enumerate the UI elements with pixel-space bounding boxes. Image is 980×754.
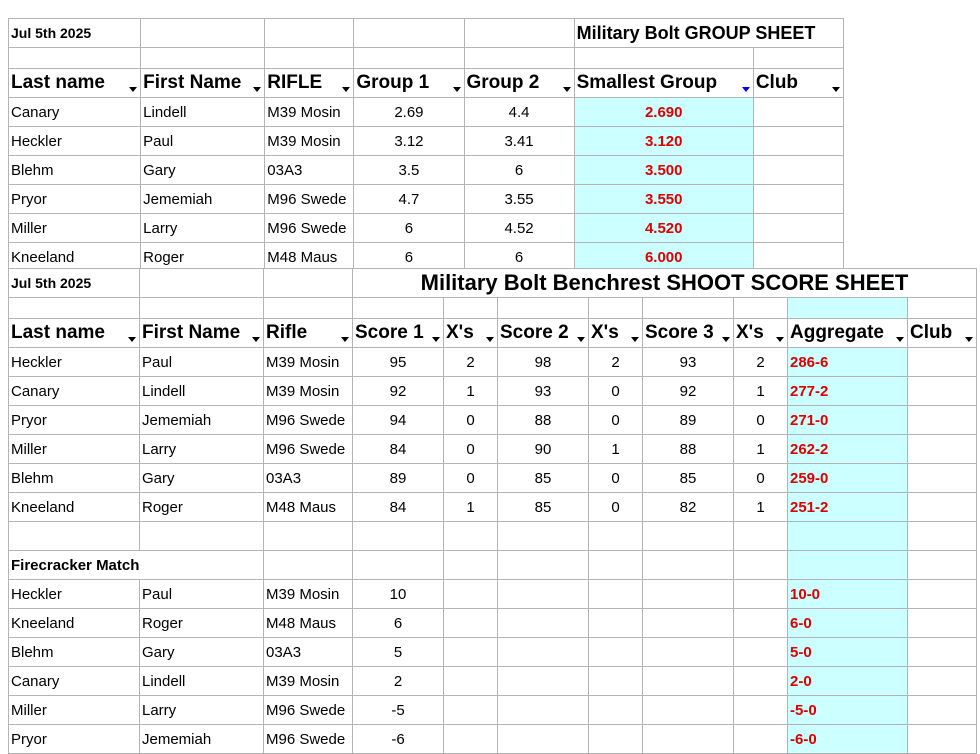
filter-dropdown-icon[interactable] <box>252 337 260 342</box>
filter-dropdown-icon[interactable] <box>631 337 639 342</box>
filter-dropdown-icon[interactable] <box>453 87 461 92</box>
header-xs-2[interactable]: X's <box>589 319 643 348</box>
filter-dropdown-icon[interactable] <box>342 87 350 92</box>
filter-dropdown-icon[interactable] <box>341 337 349 342</box>
header-club[interactable]: Club <box>753 69 843 98</box>
header-group-1[interactable]: Group 1 <box>354 69 464 98</box>
table-row: Pryor Jememiah M96 Swede 94 0 88 0 89 0 271-0 <box>9 406 977 435</box>
header-rifle[interactable]: Rifle <box>264 319 353 348</box>
header-smallest-group[interactable]: Smallest Group <box>574 69 753 98</box>
filter-dropdown-icon[interactable] <box>129 87 137 92</box>
header-score-1[interactable]: Score 1 <box>353 319 444 348</box>
table-row: Canary Lindell M39 Mosin 2.69 4.4 2.690 <box>9 98 844 127</box>
table-row: Miller Larry M96 Swede -5 -5-0 <box>9 696 977 725</box>
table-row: Miller Larry M96 Swede 84 0 90 1 88 1 262-2 <box>9 435 977 464</box>
group-sheet-title: Military Bolt GROUP SHEET <box>574 19 843 48</box>
header-first-name[interactable]: First Name <box>140 319 264 348</box>
empty-row <box>9 522 977 551</box>
header-last-name[interactable]: Last name <box>9 319 140 348</box>
table-row: Miller Larry M96 Swede 6 4.52 4.520 <box>9 214 844 243</box>
table-row: Pryor Jememiah M96 Swede -6 -6-0 <box>9 725 977 754</box>
filter-dropdown-icon[interactable] <box>128 337 136 342</box>
filter-dropdown-icon[interactable] <box>563 87 571 92</box>
header-club[interactable]: Club <box>908 319 977 348</box>
filter-dropdown-icon[interactable] <box>965 337 973 342</box>
header-xs-1[interactable]: X's <box>444 319 498 348</box>
filter-dropdown-icon[interactable] <box>896 337 904 342</box>
table-row: Blehm Gary 03A3 5 5-0 <box>9 638 977 667</box>
score-sheet-date: Jul 5th 2025 <box>9 269 140 298</box>
table-row: Kneeland Roger M48 Maus 6 6 6.000 <box>9 243 844 272</box>
filter-dropdown-icon[interactable] <box>776 337 784 342</box>
firecracker-title: Firecracker Match <box>9 551 264 580</box>
filter-dropdown-icon[interactable] <box>486 337 494 342</box>
header-first-name[interactable]: First Name <box>141 69 265 98</box>
sort-active-dropdown-icon[interactable] <box>742 87 750 92</box>
filter-dropdown-icon[interactable] <box>432 337 440 342</box>
table-row: Heckler Paul M39 Mosin 3.12 3.41 3.120 <box>9 127 844 156</box>
group-sheet-header-row <box>9 69 844 98</box>
header-last-name[interactable]: Last name <box>9 69 141 98</box>
group-sheet-date: Jul 5th 2025 <box>9 19 141 48</box>
table-row: Blehm Gary 03A3 3.5 6 3.500 <box>9 156 844 185</box>
group-sheet-title-row <box>9 19 844 48</box>
filter-dropdown-icon[interactable] <box>577 337 585 342</box>
score-sheet-title-row <box>9 269 977 298</box>
table-row: Canary Lindell M39 Mosin 92 1 93 0 92 1 277-2 <box>9 377 977 406</box>
header-rifle[interactable]: RIFLE <box>265 69 354 98</box>
table-row: Kneeland Roger M48 Maus 6 6-0 <box>9 609 977 638</box>
spacer-row <box>9 298 977 319</box>
score-sheet-title: Military Bolt Benchrest SHOOT SCORE SHEET <box>353 269 977 298</box>
header-score-2[interactable]: Score 2 <box>498 319 589 348</box>
table-row: Heckler Paul M39 Mosin 10 10-0 <box>9 580 977 609</box>
table-row: Heckler Paul M39 Mosin 95 2 98 2 93 2 286-6 <box>9 348 977 377</box>
filter-dropdown-icon[interactable] <box>253 87 261 92</box>
header-group-2[interactable]: Group 2 <box>464 69 574 98</box>
filter-dropdown-icon[interactable] <box>722 337 730 342</box>
score-sheet-header-row <box>9 319 977 348</box>
firecracker-title-row <box>9 551 977 580</box>
score-sheet-table <box>8 268 977 754</box>
header-aggregate[interactable]: Aggregate <box>788 319 908 348</box>
table-row: Pryor Jememiah M96 Swede 4.7 3.55 3.550 <box>9 185 844 214</box>
group-sheet-table <box>8 18 844 272</box>
header-xs-3[interactable]: X's <box>734 319 788 348</box>
filter-dropdown-icon[interactable] <box>832 87 840 92</box>
header-score-3[interactable]: Score 3 <box>643 319 734 348</box>
table-row: Blehm Gary 03A3 89 0 85 0 85 0 259-0 <box>9 464 977 493</box>
spacer-row <box>9 48 844 69</box>
table-row: Canary Lindell M39 Mosin 2 2-0 <box>9 667 977 696</box>
table-row: Kneeland Roger M48 Maus 84 1 85 0 82 1 251-2 <box>9 493 977 522</box>
